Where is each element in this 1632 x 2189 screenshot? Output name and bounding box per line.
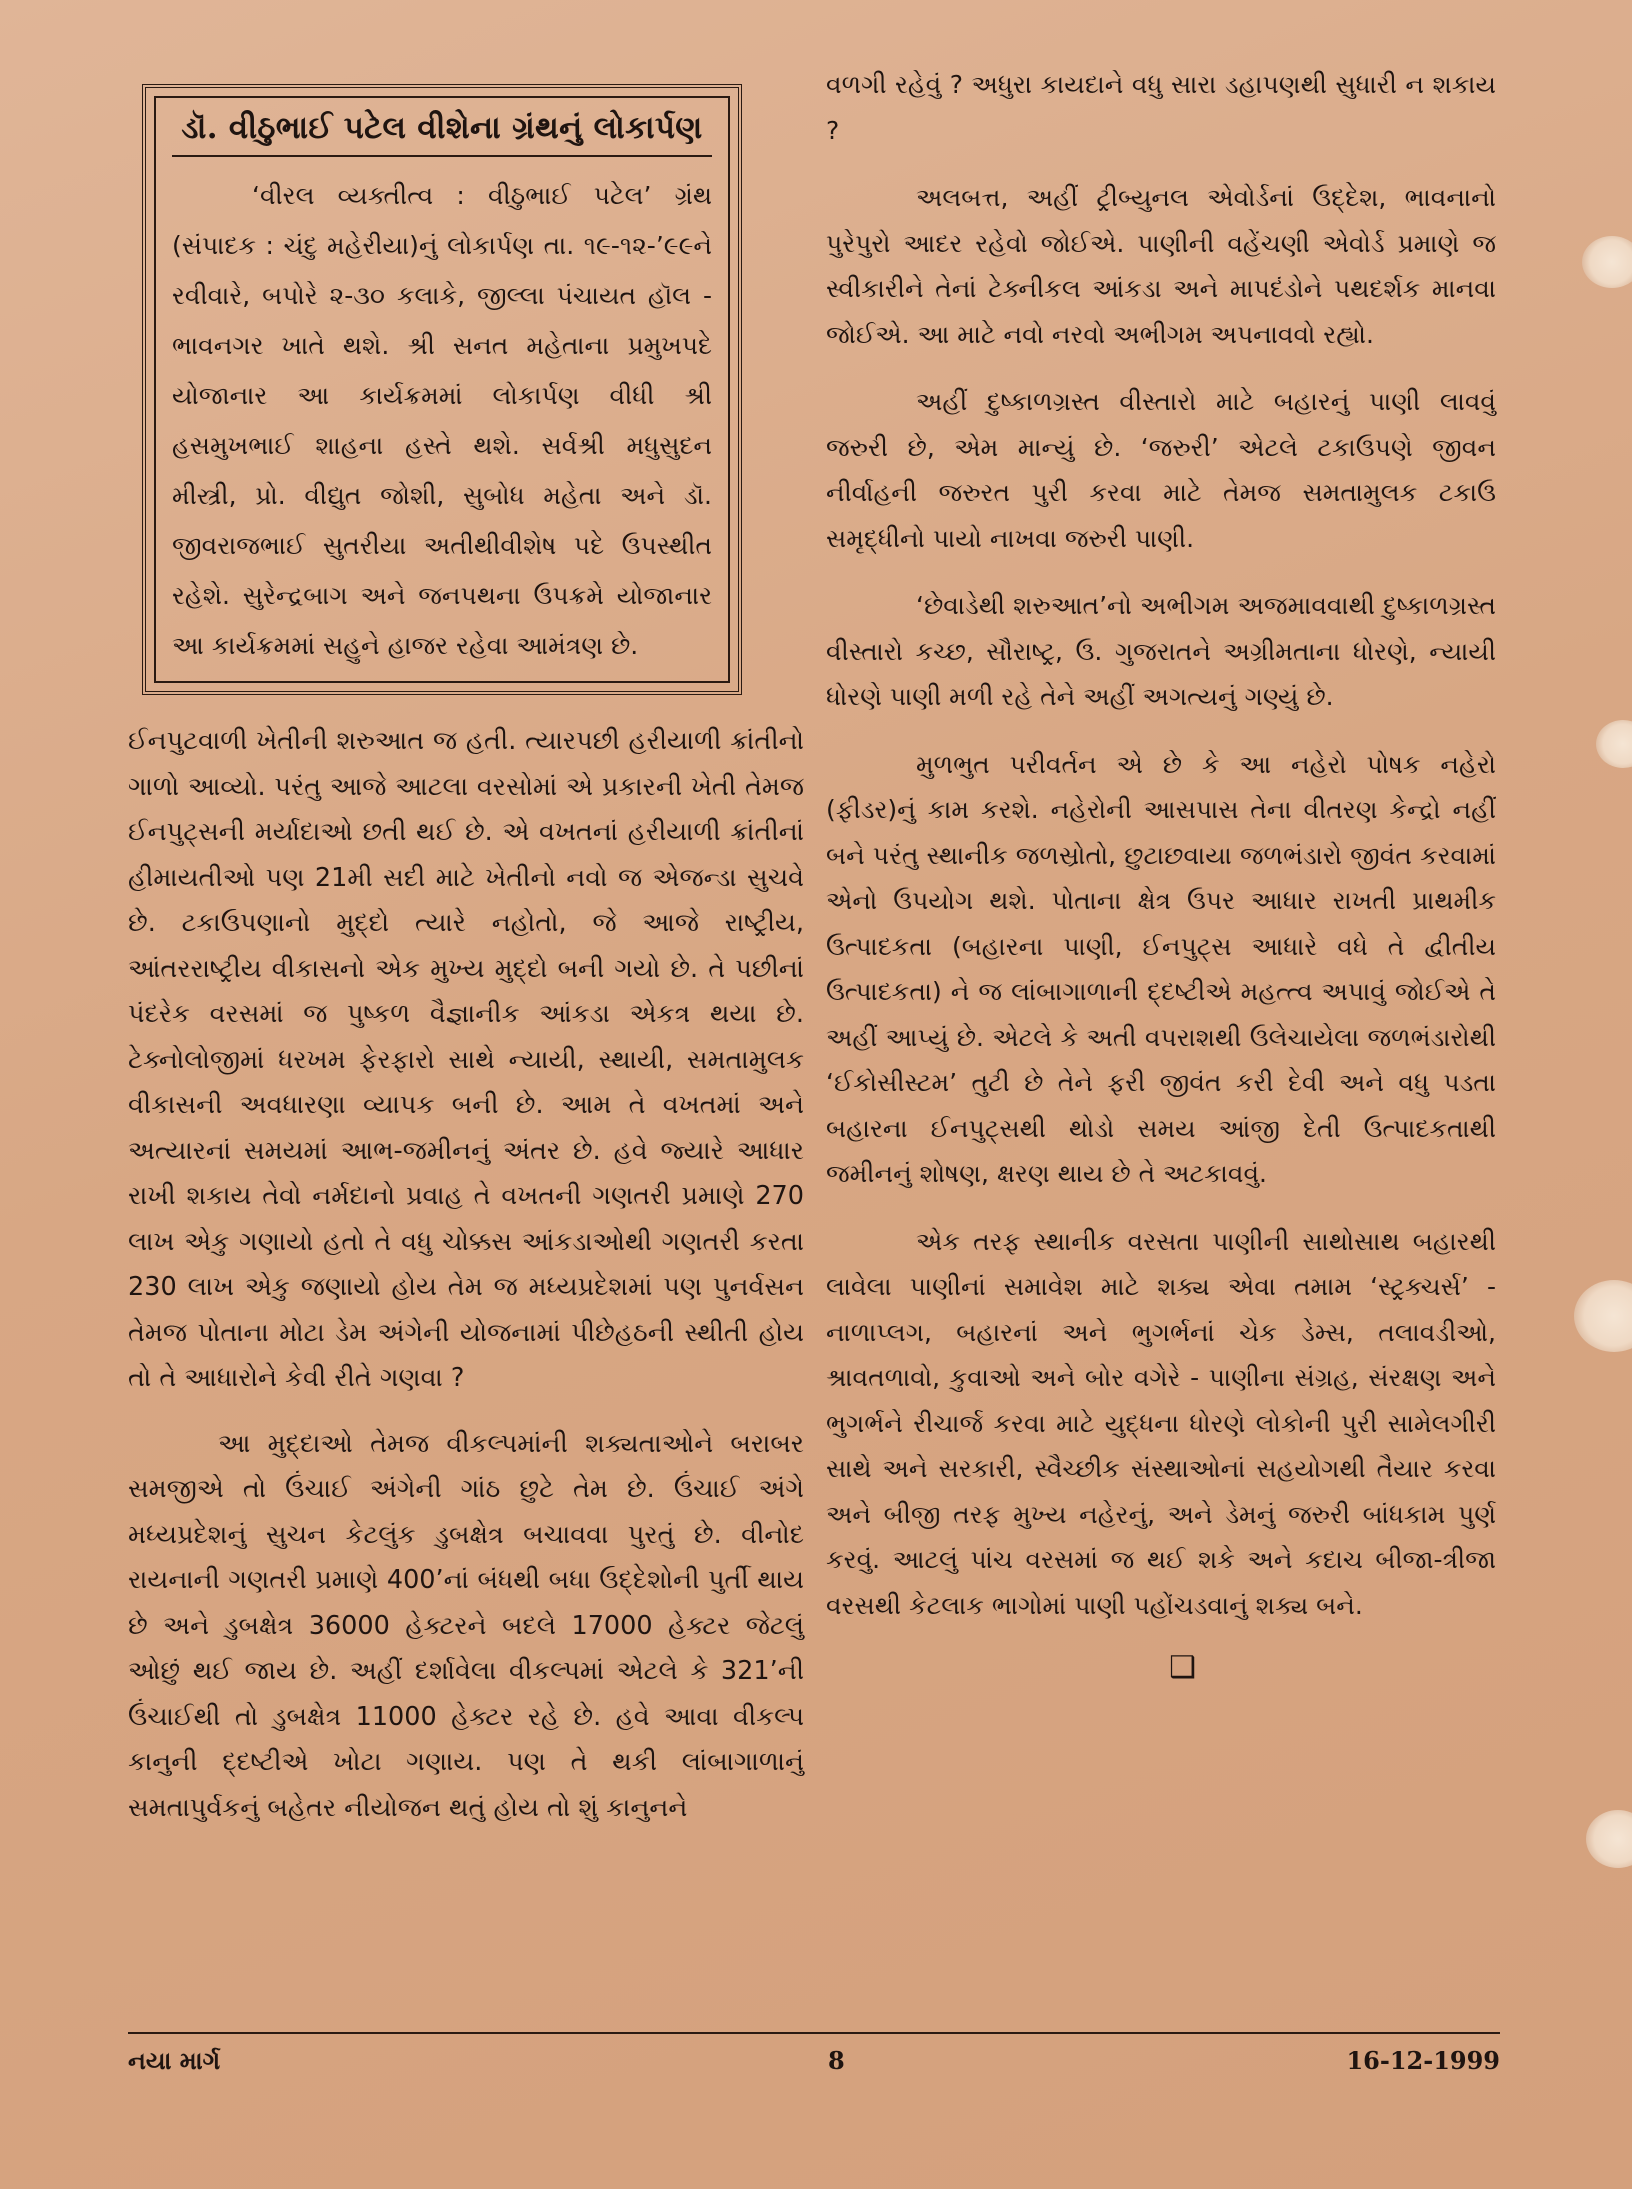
footer-divider [128, 2032, 1500, 2034]
left-paragraph-2: આ મુદ્દાઓ તેમજ વીકલ્પમાંની શક્યતાઓને બરાબર સમજીએ તો ઉંચાઈ અંગેની ગાંઠ છુટે તેમ છે. ઉંચાઈ અંગે મધ્યપ્રદેશનું સુચન કેટલુંક ડુબક્ષેત્ર બચાવવા પુરતું છે. વીનોદ રાયનાની ગણતરી પ્રમાણે 400’નાં બંધથી બધા ઉદ્દેશોની પુર્તી થાય છે અને ડુબક્ષેત્ર 36000 હેક્ટરને બદલે 17000 હેક્ટર જેટલું ઓછું થઈ જાય છે. અહીં દર્શાવેલા વીકલ્પમાં એટલે કે 321’ની ઉંચાઈથી તો ડુબક્ષેત્ર 11000 હેક્ટર રહે છે. હવે આવા વીકલ્પ કાનુની દ્દષ્ટીએ ખોટા ગણાય. પણ તે થકી લાંબાગાળાનું સમતાપુર્વકનું બહેતર નીયોજન થતું હોય તો શું કાનુનને [128, 1428, 804, 1823]
left-paragraph-1: ઈનપુટવાળી ખેતીની શરુઆત જ હતી. ત્યારપછી હરીયાળી ક્રાંતીનો ગાળો આવ્યો. પરંતુ આજે આટલા વરસોમાં એ પ્રકારની ખેતી તેમજ ઈનપુટ્સની મર્યાદાઓ છતી થઈ છે. એ વખતનાં હરીયાળી ક્રાંતીનાં હીમાયતીઓ પણ 21મી સદી માટે ખેતીનો નવો જ એજન્ડા સુચવે છે. ટકાઉપણાનો મુદ્દો ત્યારે નહોતો, જે આજે રાષ્ટ્રીય, આંતરરાષ્ટ્રીય વીકાસનો એક મુખ્ય મુદ્દો બની ગયો છે. તે પછીનાં પંદરેક વરસમાં જ પુષ્કળ વૈજ્ઞાનીક આંકડા એકત્ર થયા છે. ટેક્નોલોજીમાં ધરખમ ફેરફારો સાથે ન્યાયી, સ્થાયી, સમતામુલક વીકાસની અવધારણા વ્યાપક બની છે. આમ તે વખતમાં અને અત્યારનાં સમયમાં આભ-જમીનનું અંતર છે. હવે જ્યારે આધાર રાખી શકાય તેવો નર્મદાનો પ્રવાહ તે વખતની ગણતરી પ્રમાણે 270 લાખ એકુ ગણાયો હતો તે વધુ ચોક્કસ આંકડાઓથી ગણતરી કરતા 230 લાખ એકુ જણાયો હોય તેમ જ મધ્યપ્રદેશમાં પણ પુનર્વસન તેમજ પોતાના મોટા ડેમ અંગેની યોજનામાં પીછેહઠની સ્થીતી હોય તો તે આધારોને કેવી રીતે ગણવા ? [128, 726, 804, 1393]
left-column [128, 70, 804, 1851]
announcement-title: ડૉ. વીઠુભાઈ પટેલ વીશેના ગ્રંથનું લોકાર્પણ [172, 110, 712, 157]
paper-hole [1586, 1810, 1632, 1868]
right-paragraph-5: મુળભુત પરીવર્તન એ છે કે આ નહેરો પોષક નહેરો (ફીડર)નું કામ કરશે. નહેરોની આસપાસ તેના વીતરણ કેન્દ્રો નહીં બને પરંતુ સ્થાનીક જળસ્રોતો, છુટાછવાયા જળભંડારો જીવંત કરવામાં એનો ઉપયોગ થશે. પોતાના ક્ષેત્ર ઉપર આધાર રાખતી પ્રાથમીક ઉત્પાદકતા (બહારના પાણી, ઈનપુટ્સ આધારે વધે તે દ્વીતીય ઉત્પાદકતા) ને જ લાંબાગાળાની દ્દષ્ટીએ મહત્ત્વ અપાવું જોઈએ તે અહીં આપ્યું છે. એટલે કે અતી વપરાશથી ઉલેચાયેલા જળભંડારોથી ‘ઈકોસીસ્ટમ’ તુટી છે તેને ફરી જીવંત કરી દેવી અને વધુ પડતા બહારના ઈનપુટ્સથી થોડો સમય આંજી દેતી ઉત્પાદકતાથી જમીનનું શોષણ, ક્ષરણ થાય છે તે અટકાવવું. [826, 749, 1496, 1188]
right-paragraph-6: એક તરફ સ્થાનીક વરસતા પાણીની સાથોસાથ બહારથી લાવેલા પાણીનાં સમાવેશ માટે શક્ય એવા તમામ ‘સ્ટ્રક્ચર્સ’ - નાળાપ્લગ, બહારનાં અને ભુગર્ભનાં ચેક ડેમ્સ, તલાવડીઓ, શ્રાવતળાવો, કુવાઓ અને બોર વગેરે - પાણીના સંગ્રહ, સંરક્ષણ અને ભુગર્ભને રીચાર્જ કરવા માટે યુદ્ધના ધોરણે લોકોની પુરી સામેલગીરી સાથે અને સરકારી, સ્વૈચ્છીક સંસ્થાઓનાં સહયોગથી તૈયાર કરવા અને બીજી તરફ મુખ્ય નહેરનું, અને ડેમનું જરુરી બાંધકામ પુર્ણ કરવું. આટલું પાંચ વરસમાં જ થઈ શકે અને કદાચ બીજા-ત્રીજા વરસથી કેટલાક ભાગોમાં પાણી પહોંચડવાનું શક્ય બને. [826, 1226, 1496, 1620]
announcement-text: ‘વીરલ વ્યક્તીત્વ : વીઠુભાઈ પટેલ’ ગ્રંથ (સંપાદક : ચંદુ મહેરીયા)નું લોકાર્પણ તા. ૧૯-૧૨-’૯૯ને રવીવારે, બપોરે ૨-૩૦ કલાકે, જીલ્લા પંચાયત હૉલ - ભાવનગર ખાતે થશે. શ્રી સનત મહેતાના પ્રમુખપદે યોજાનાર આ કાર્યક્રમમાં લોકાર્પણ વીધી શ્રી હસમુખભાઈ શાહના હસ્તે થશે. સર્વશ્રી મધુસુદન મીસ્ત્રી, પ્રો. વીદ્યુત જોશી, સુબોધ મહેતા અને ડૉ. જીવરાજભાઈ સુતરીયા અતીથીવીશેષ પદે ઉપસ્થીત રહેશે. સુરેન્દ્રબાગ અને જનપથના ઉપક્રમે યોજાનાર આ કાર્યક્રમમાં સહુને હાજર રહેવા આમંત્રણ છે. [172, 181, 712, 660]
publication-name: નયા માર્ગ [128, 2046, 221, 2075]
page-number: 8 [828, 2046, 845, 2075]
right-paragraph-3: અહીં દુષ્કાળગ્રસ્ત વીસ્તારો માટે બહારનું પાણી લાવવું જરુરી છે, એમ માન્યું છે. ‘જરુરી’ એટલે ટકાઉપણે જીવન નીર્વાહની જરુરત પુરી કરવા માટે તેમજ સમતામુલક ટકાઉ સમૃદ્ધીનો પાયો નાખવા જરુરી પાણી. [826, 387, 1496, 553]
paper-hole [1596, 720, 1632, 768]
announcement-box [142, 84, 742, 695]
paper-hole [1574, 1280, 1632, 1352]
issue-date: 16-12-1999 [1346, 2046, 1500, 2075]
right-column [826, 62, 1496, 1685]
right-paragraph-1: વળગી રહેવું ? અધુરા કાયદાને વધુ સારા ડહાપણથી સુધારી ન શકાય ? [826, 70, 1496, 145]
right-paragraph-2: અલબત્ત, અહીં ટ્રીબ્યુનલ એવોર્ડનાં ઉદ્દેશ, ભાવનાનો પુરેપુરો આદર રહેવો જોઈએ. પાણીની વહેંચણી એવોર્ડ પ્રમાણે જ સ્વીકારીને તેનાં ટેક્નીકલ આંકડા અને માપદંડોને પથદર્શક માનવા જોઈએ. આ માટે નવો નરવો અભીગમ અપનાવવો રહ્યો. [826, 183, 1496, 349]
paper-hole [1582, 236, 1632, 288]
end-mark-icon: ❑ [1169, 1650, 1196, 1685]
right-paragraph-4: ‘છેવાડેથી શરુઆત’નો અભીગમ અજમાવવાથી દુષ્કાળગ્રસ્ત વીસ્તારો કચ્છ, સૌરાષ્ટ્ર, ઉ. ગુજરાતને અગ્રીમતાના ધોરણે, ન્યાયી ધોરણે પાણી મળી રહે તેને અહીં અગત્યનું ગણ્યું છે. [826, 591, 1496, 711]
